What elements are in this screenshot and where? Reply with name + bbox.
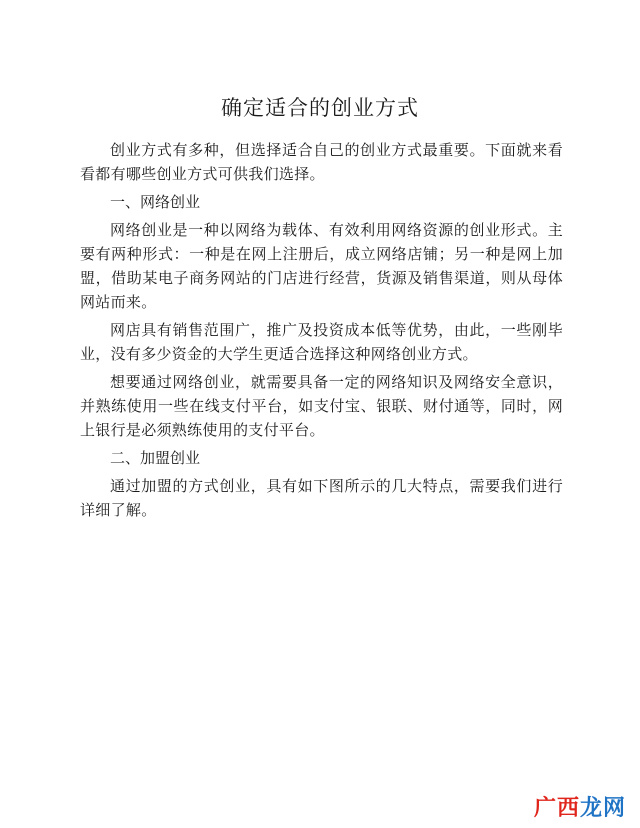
watermark-char: 广 [533,796,557,821]
watermark-char: 龙 [579,796,603,821]
watermark-char: 西 [556,796,580,821]
online-paragraph-1: 网络创业是一种以网络为载体、有效利用网络资源的创业形式。主要有两种形式：一种是在网上注册后，成立网络店铺；另一种是网上加盟，借助某电子商务网站的门店进行经营，货源及销售渠道，则从母体网站而来。 [80,221,563,311]
section-heading-franchise: 二、加盟创业 [110,449,201,467]
document-body [80,138,563,526]
franchise-paragraph: 通过加盟的方式创业，具有如下图所示的几大特点，需要我们进行详细了解。 [80,477,563,519]
watermark-char: 网 [602,796,626,821]
online-paragraph-2: 网店具有销售范围广，推广及投资成本低等优势，由此，一些刚毕业，没有多少资金的大学生更适合选择这种网络创业方式。 [80,321,563,363]
online-paragraph-3: 想要通过网络创业，就需要具备一定的网络知识及网络安全意识，并熟练使用一些在线支付平台，如支付宝、银联、财付通等，同时，网上银行是必须熟练使用的支付平台。 [80,373,563,439]
document-title: 确定适合的创业方式 [221,96,419,120]
watermark-logo [534,791,626,822]
section-heading-online: 一、网络创业 [110,193,201,211]
intro-paragraph: 创业方式有多种，但选择适合自己的创业方式最重要。下面就来看看都有哪些创业方式可供我们选择。 [80,141,563,183]
